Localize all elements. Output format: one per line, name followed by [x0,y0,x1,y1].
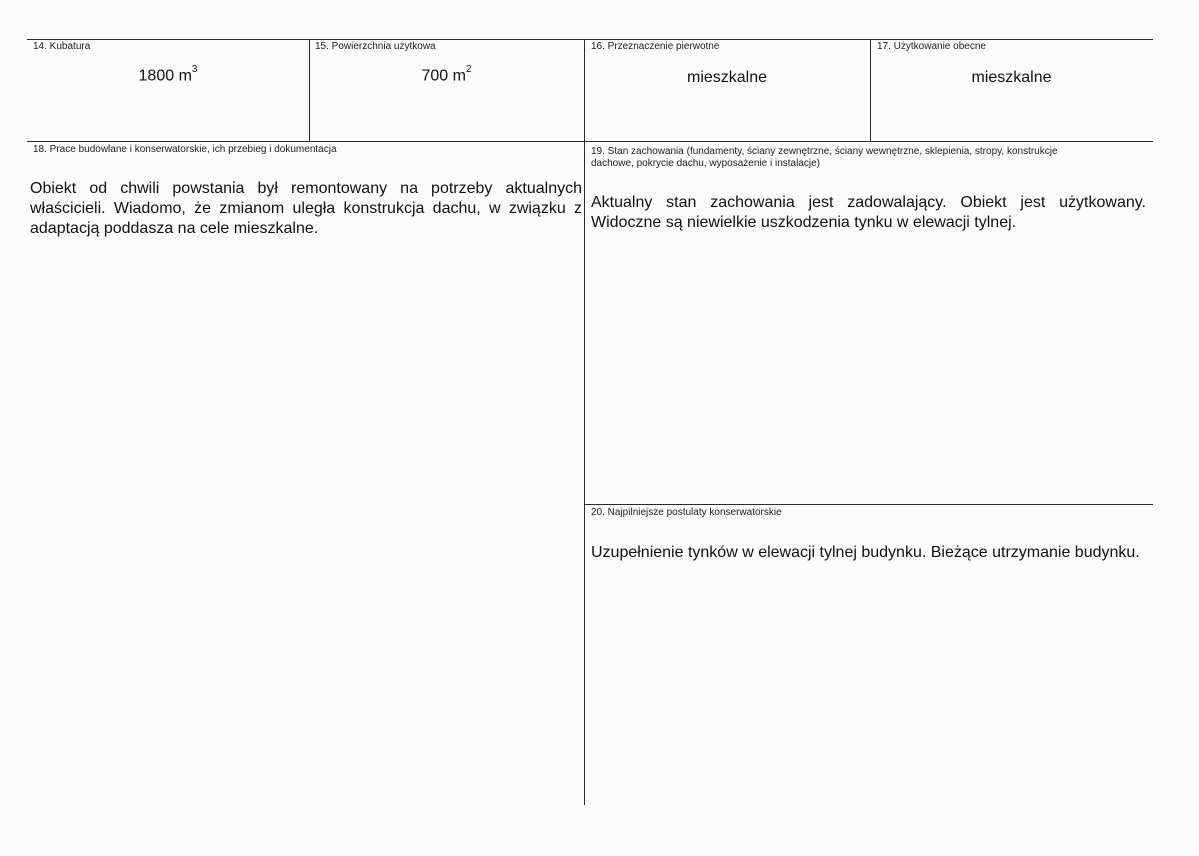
field-15-label: 15. Powierzchnia użytkowa [315,41,436,52]
field-17-label: 17. Użytkowanie obecne [877,41,986,52]
field-16-label: 16. Przeznaczenie pierwotne [591,41,720,52]
field-15-value [309,66,584,85]
field-18-label: 18. Prace budowlane i konserwatorskie, ich przebieg i dokumentacja [33,144,337,155]
row1-bottom-border [27,141,1153,142]
field-16-value: mieszkalne [686,69,768,86]
field-15-unit-exponent: 2 [465,64,472,75]
field-14-unit-exponent: 3 [191,64,198,75]
main-column-divider [584,39,585,805]
top-border [27,39,1153,40]
divider-14-15 [309,39,310,142]
divider-16-17 [870,39,871,142]
field20-top-border [584,504,1153,505]
field-15-value-text: 700 m [421,67,466,85]
field-20-label: 20. Najpilniejsze postulaty konserwatorskie [591,507,782,518]
field-19-label: 19. Stan zachowania (fundamenty, ściany zewnętrzne, ściany wewnętrzne, sklepienia, stropy, konstrukcje dachowe, pokrycie dachu, wyposażenie i instalacje) [591,146,1058,169]
field-14-value-text: 1800 m [138,67,192,85]
field-20-text: Uzupełnienie tynków w elewacji tylnej budynku. Bieżące utrzymanie budynku. [591,544,1140,561]
field-19-text: Aktualny stan zachowania jest zadowalający. Obiekt jest użytkowany. Widoczne są niewielkie uszkodzenia tynku w elewacji tylnej. [591,194,1146,231]
field-17-value: mieszkalne [971,69,1052,86]
field-14-value [27,66,309,85]
field-18-text: Obiekt od chwili powstania był remontowany na potrzeby aktualnych właścicieli. Wiadomo, że zmianom uległa konstrukcja dachu, w związku z adaptacją poddasza na cele mieszkalne. [30,180,582,237]
field-14-label: 14. Kubatura [33,41,91,52]
